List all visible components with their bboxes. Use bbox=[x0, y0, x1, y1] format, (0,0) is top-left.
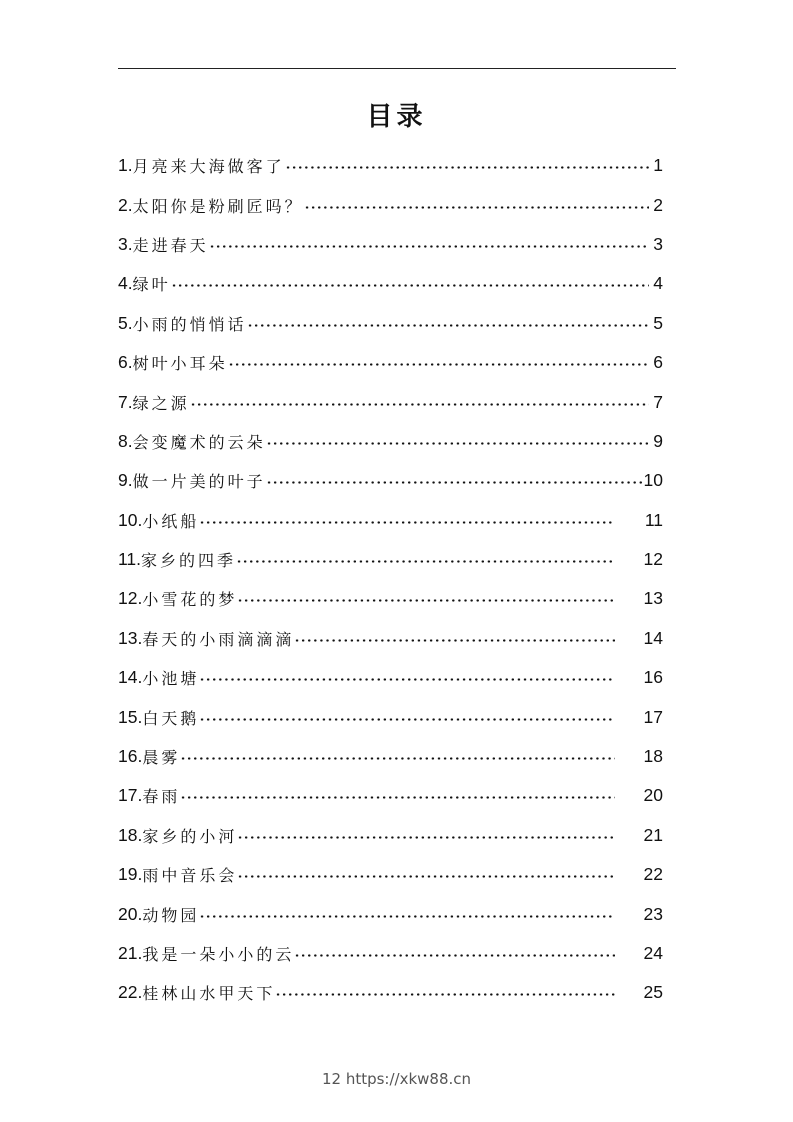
toc-entry-page: 9 bbox=[653, 430, 663, 451]
toc-entry-number: 20. bbox=[118, 903, 143, 924]
dot-leader bbox=[266, 442, 649, 445]
toc-entry-number: 3. bbox=[118, 233, 133, 254]
dot-leader bbox=[294, 639, 615, 642]
toc-entry[interactable] bbox=[118, 619, 663, 658]
toc-entry-page: 25 bbox=[643, 982, 663, 1003]
toc-entry-title: 家乡的小河 bbox=[142, 826, 238, 846]
toc-entry-title: 春天的小雨滴滴滴 bbox=[142, 629, 295, 649]
toc-entry[interactable] bbox=[118, 973, 663, 1012]
toc-entry-number: 12. bbox=[118, 588, 143, 609]
dot-leader bbox=[304, 206, 649, 209]
dot-leader bbox=[209, 245, 649, 248]
dot-leader bbox=[275, 993, 615, 996]
toc-entry-number: 5. bbox=[118, 312, 133, 333]
toc-entry-page: 1 bbox=[653, 155, 663, 176]
toc-entry[interactable] bbox=[118, 225, 663, 264]
toc-entry-number: 1. bbox=[118, 155, 133, 176]
dot-leader bbox=[285, 166, 649, 169]
toc-entry-title: 小雪花的梦 bbox=[142, 590, 238, 610]
page-title: 目录 bbox=[366, 102, 427, 132]
toc-entry[interactable] bbox=[118, 934, 663, 973]
page-footer: 12 https://xkw88.cn bbox=[321, 1070, 472, 1088]
toc-entry-page: 17 bbox=[643, 706, 663, 727]
toc-entry-number: 19. bbox=[118, 864, 143, 885]
toc-entry-page: 5 bbox=[653, 312, 663, 333]
toc-entry[interactable] bbox=[118, 816, 663, 855]
toc-entry-number: 10. bbox=[118, 509, 143, 530]
toc-entry-number: 21. bbox=[118, 943, 143, 963]
toc-entry-number: 17. bbox=[118, 785, 143, 806]
toc-entry[interactable] bbox=[118, 382, 663, 421]
dot-leader bbox=[171, 284, 649, 287]
toc-entry-title: 雨中音乐会 bbox=[142, 866, 238, 886]
toc-entry-page: 13 bbox=[643, 588, 663, 609]
toc-entry-page: 14 bbox=[643, 627, 663, 648]
dot-leader bbox=[247, 324, 649, 327]
toc-entry-page: 4 bbox=[653, 273, 663, 294]
toc-entry-title: 做一片美的叶子 bbox=[132, 472, 266, 492]
dot-leader bbox=[180, 796, 615, 799]
toc-entry[interactable] bbox=[118, 737, 663, 776]
toc-entry-page: 21 bbox=[643, 824, 663, 845]
dot-leader bbox=[228, 363, 649, 366]
toc-entry-page: 22 bbox=[643, 864, 663, 885]
dot-leader bbox=[199, 678, 615, 681]
header-rule bbox=[118, 68, 676, 69]
toc-entry[interactable] bbox=[118, 343, 663, 382]
toc-entry-number: 8. bbox=[118, 430, 133, 451]
toc-entry-title: 白天鹅 bbox=[142, 708, 200, 728]
dot-leader bbox=[190, 403, 649, 406]
toc-entry-number: 22. bbox=[118, 982, 143, 1003]
toc-entry[interactable] bbox=[118, 658, 663, 697]
toc-entry-title: 动物园 bbox=[142, 905, 200, 925]
dot-leader bbox=[199, 521, 615, 524]
dot-leader bbox=[294, 954, 615, 957]
toc-entry-title: 小雨的悄悄话 bbox=[132, 314, 247, 334]
toc-entry-title: 家乡的四季 bbox=[141, 551, 237, 571]
toc-entry[interactable] bbox=[118, 146, 663, 185]
toc-entry-title: 小池塘 bbox=[142, 669, 200, 689]
toc-entry[interactable] bbox=[118, 422, 663, 461]
dot-leader bbox=[237, 875, 615, 878]
toc-entry[interactable] bbox=[118, 894, 663, 933]
toc-entry-title: 桂林山水甲天下 bbox=[142, 984, 276, 1004]
toc-entry[interactable] bbox=[118, 579, 663, 618]
toc-entry-number: 13. bbox=[118, 627, 143, 648]
toc-entry-number: 16. bbox=[118, 746, 143, 767]
toc-entry-title: 走进春天 bbox=[132, 235, 209, 255]
toc-entry-page: 10 bbox=[643, 470, 663, 491]
toc-entry-page: 12 bbox=[643, 549, 663, 570]
toc-entry[interactable] bbox=[118, 185, 663, 224]
toc-entry-number: 2. bbox=[118, 194, 133, 215]
toc-entry[interactable] bbox=[118, 776, 663, 815]
dot-leader bbox=[236, 560, 615, 563]
toc-entry-title: 绿叶 bbox=[132, 275, 171, 295]
table-of-contents bbox=[118, 146, 663, 1013]
toc-entry-number: 4. bbox=[118, 273, 133, 294]
toc-entry-title: 太阳你是粉刷匠吗？ bbox=[132, 196, 304, 216]
toc-entry-page: 18 bbox=[643, 746, 663, 767]
dot-leader bbox=[237, 599, 615, 602]
toc-entry-number: 6. bbox=[118, 352, 133, 373]
toc-entry-page: 24 bbox=[643, 943, 663, 963]
toc-entry-page: 20 bbox=[643, 785, 663, 806]
dot-leader bbox=[180, 757, 615, 760]
toc-entry-number: 15. bbox=[118, 706, 143, 727]
toc-entry-number: 11. bbox=[118, 549, 142, 570]
toc-entry-title: 小纸船 bbox=[142, 511, 200, 531]
toc-entry-number: 9. bbox=[118, 470, 133, 491]
toc-entry[interactable] bbox=[118, 697, 663, 736]
toc-entry-page: 11 bbox=[644, 509, 663, 530]
toc-entry[interactable] bbox=[118, 304, 663, 343]
toc-entry-number: 7. bbox=[118, 391, 133, 412]
toc-entry[interactable] bbox=[118, 540, 663, 579]
toc-entry-page: 2 bbox=[653, 194, 663, 215]
dot-leader bbox=[266, 481, 642, 484]
dot-leader bbox=[199, 718, 615, 721]
toc-entry[interactable] bbox=[118, 461, 663, 500]
toc-entry-title: 春雨 bbox=[142, 787, 181, 807]
toc-entry-title: 我是一朵小小的云 bbox=[142, 945, 295, 964]
toc-entry-title: 月亮来大海做客了 bbox=[132, 157, 285, 177]
toc-entry-page: 3 bbox=[653, 233, 663, 254]
toc-entry-page: 7 bbox=[653, 391, 663, 412]
toc-entry[interactable] bbox=[118, 855, 663, 894]
dot-leader bbox=[199, 915, 615, 918]
toc-entry-number: 18. bbox=[118, 824, 143, 845]
toc-entry-number: 14. bbox=[118, 667, 143, 688]
toc-entry[interactable] bbox=[118, 501, 663, 540]
toc-entry-title: 会变魔术的云朵 bbox=[132, 432, 266, 452]
toc-entry-page: 6 bbox=[653, 352, 663, 373]
toc-entry-title: 绿之源 bbox=[132, 393, 190, 413]
toc-entry-page: 16 bbox=[643, 667, 663, 688]
dot-leader bbox=[237, 836, 615, 839]
toc-entry-title: 树叶小耳朵 bbox=[132, 354, 228, 374]
toc-entry-title: 晨雾 bbox=[142, 748, 181, 768]
toc-entry-page: 23 bbox=[643, 903, 663, 924]
toc-entry[interactable] bbox=[118, 264, 663, 303]
